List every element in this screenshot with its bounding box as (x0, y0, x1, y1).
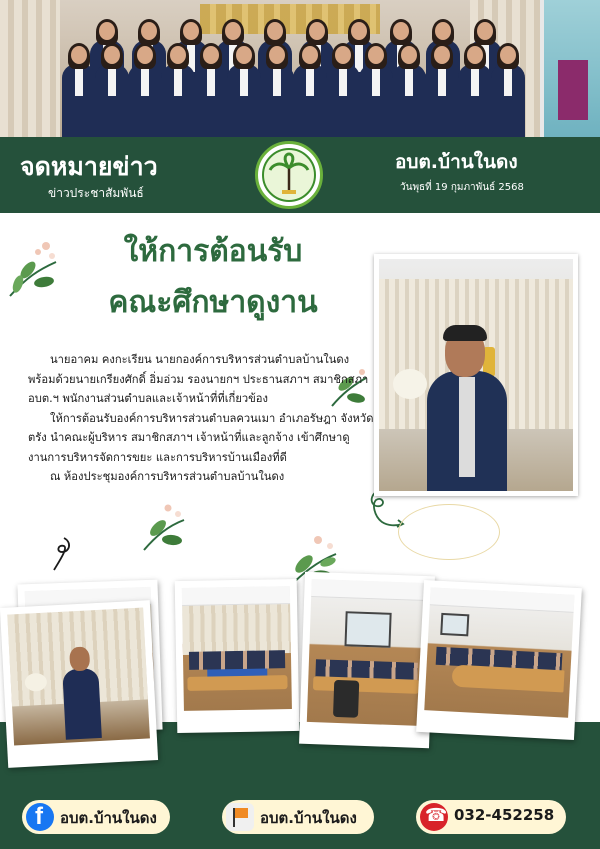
article-paragraph: นายอาคม คงกะเรียน นายกองค์การบริหารส่วนตำบลบ้านในดง พร้อมด้วยนายเกรียงศักดิ์ อิ่มอ่วม รองนายกฯ ประธานสภาฯ สมาชิกสภาอบต.ฯ พนักงานส่วนตำบลและเจ้าหน้าที่ที่เกี่ยวข้อง (28, 353, 369, 405)
header-band (0, 137, 600, 213)
group-member (359, 46, 393, 137)
article-body (28, 350, 376, 487)
group-member (458, 46, 492, 137)
group-member (392, 46, 426, 137)
phone-number: 032-452258 (454, 806, 555, 824)
newsletter-subtitle: ข่าวประชาสัมพันธ์ (48, 186, 144, 200)
facebook-icon (26, 803, 54, 831)
facebook-contact[interactable] (22, 800, 170, 834)
group-member (128, 46, 162, 137)
group-member (62, 46, 96, 137)
facebook-label: อบต.บ้านในดง (60, 809, 157, 827)
flag-icon (226, 803, 254, 831)
group-member (425, 46, 459, 137)
group-member (260, 46, 294, 137)
article-paragraph: ให้การต้อนรับองค์การบริหารส่วนตำบลควนเมา อำเภอรัษฎา จังหวัดตรัง นำคณะผู้บริหาร สมาชิกสภาฯ เจ้าหน้าที่และลูกจ้าง เข้าศึกษาดูงานการบริหารจัดการขยะ และการบริหารบ้านเมืองที่ดี (28, 411, 374, 464)
leaf-sprig-icon (138, 502, 190, 554)
group-member (95, 46, 129, 137)
event-photo (299, 572, 435, 748)
headline-line-1: ให้การต้อนรับ (123, 234, 303, 269)
group-member (491, 46, 525, 137)
event-photo (416, 580, 582, 740)
organization-name: อบต.บ้านในดง (395, 151, 518, 173)
issue-date: วันพุธที่ 19 กุมภาพันธ์ 2568 (400, 182, 524, 193)
article-paragraph: ณ ห้องประชุมองค์การบริหารส่วนตำบลบ้านในดง (50, 470, 285, 483)
group-member (293, 46, 327, 137)
group-member (326, 46, 360, 137)
group-member (161, 46, 195, 137)
phone-contact[interactable] (416, 800, 566, 834)
newsletter-title: จดหมายข่าว (20, 152, 158, 181)
group-member (194, 46, 228, 137)
group-photo (0, 0, 600, 137)
headline-line-2: คณะศึกษาดูงาน (108, 285, 318, 320)
organization-seal-logo (255, 141, 323, 209)
group-member (227, 46, 261, 137)
page-contact[interactable] (222, 800, 374, 834)
event-photo (175, 579, 300, 733)
phone-icon (420, 803, 448, 831)
speaker-photo (374, 254, 578, 496)
decorative-ellipse (398, 504, 500, 560)
page-label: อบต.บ้านในดง (260, 809, 357, 827)
event-photo (0, 600, 158, 768)
swirl-icon (46, 534, 76, 574)
